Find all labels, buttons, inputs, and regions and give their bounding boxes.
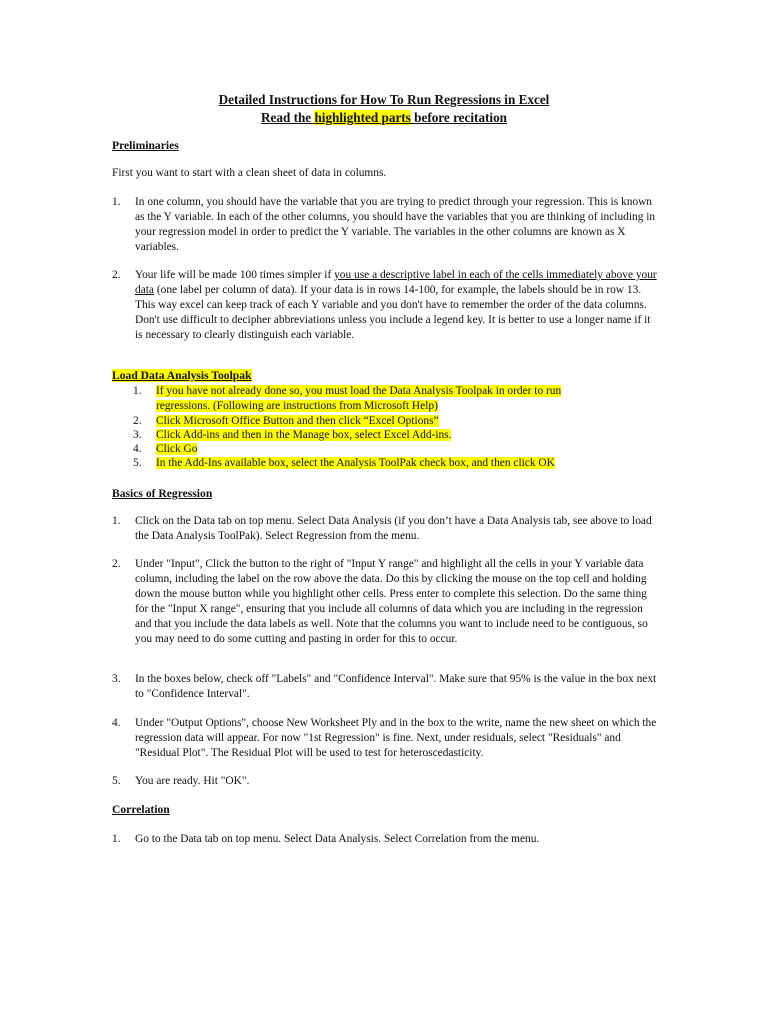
heading-correlation: Correlation bbox=[112, 803, 170, 816]
toolpak-item-4: 4. Click Go bbox=[133, 443, 198, 455]
correlation-item-1: 1. Go to the Data tab on top menu. Select Data Analysis. Select Correlation from the menu. bbox=[112, 833, 540, 845]
heading-toolpak: Load Data Analysis Toolpak bbox=[112, 369, 252, 382]
heading-basics: Basics of Regression bbox=[112, 487, 213, 500]
highlighted-parts-text: highlighted parts bbox=[314, 110, 411, 125]
heading-preliminaries: Preliminaries bbox=[112, 139, 179, 152]
preliminaries-intro: First you want to start with a clean sheet of data in columns. bbox=[112, 167, 387, 179]
underlined-label-tip: you use a descriptive label in each of the cells immediately above your data bbox=[135, 269, 657, 296]
basics-item-5: 5. You are ready. Hit "OK". bbox=[112, 775, 250, 787]
document-title: Detailed Instructions for How To Run Regressions in Excel bbox=[218, 92, 550, 107]
toolpak-item-1: 1. If you have not already done so, you must load the Data Analysis Toolpak in order to run regressions. (Following are instructions from Microsoft Help) bbox=[133, 385, 562, 412]
document-subtitle: Read the highlighted parts before recitation bbox=[260, 110, 508, 125]
toolpak-item-2: 2. Click Microsoft Office Button and then click “Excel Options” bbox=[133, 415, 439, 427]
toolpak-item-3: 3. Click Add-ins and then in the Manage box, select Excel Add-ins. bbox=[133, 429, 452, 441]
basics-item-2: 2. Under "Input", Click the button to the right of "Input Y range" and highlight all the cells in your Y variable data column, including the label on the row above the data. Do this by clicking the mouse on the top cell and holding down the mouse button while you highlight other cells. Press enter to complete this selection. Do the same thing for the "Input X range", ensuring that you include all columns of data which you are including in the regression and that you include the data labels as well. Note that the columns you want to include need to be contiguous, so you may need to do some cutting and pasting in order for this to occur. bbox=[112, 558, 648, 645]
toolpak-item-5: 5. In the Add-Ins available box, select the Analysis ToolPak check box, and then click OK bbox=[133, 457, 555, 469]
preliminaries-item-2: 2. Your life will be made 100 times simpler if you use a descriptive label in each of the cells immediately above your data (one label per column of data). If your data is in rows 14-100, for example, the labels should be in row 13. This way excel can keep track of each Y variable and you don't have to remember the order of the data columns. Don't use difficult to decipher abbreviations unless you include a legend key. It is better to use a longer name if it is necessary to clearly distinguish each variable. bbox=[112, 269, 657, 341]
basics-item-4: 4. Under "Output Options", choose New Worksheet Ply and in the box to the write, name the new sheet on which the regression data will appear. For now "1st Regression" is fine. Next, under residuals, select "Residuals" and "Residual Plot". The Residual Plot will be used to test for heteroscedasticity. bbox=[112, 717, 657, 759]
basics-item-1: 1. Click on the Data tab on top menu. Select Data Analysis (if you don’t have a Data Analysis tab, see above to load the Data Analysis ToolPak). Select Regression from the menu. bbox=[112, 515, 652, 542]
preliminaries-item-1: 1. In one column, you should have the variable that you are trying to predict through your regression. This is known as the Y variable. In each of the other columns, you should have the variables that you are thinking of including in your regression model in order to predict the Y variable. The variables in the other columns are known as X variables. bbox=[112, 196, 656, 253]
basics-item-3: 3. In the boxes below, check off "Labels" and "Confidence Interval". Make sure that 95% is the value in the box next to "Confidence Interval". bbox=[112, 673, 657, 700]
